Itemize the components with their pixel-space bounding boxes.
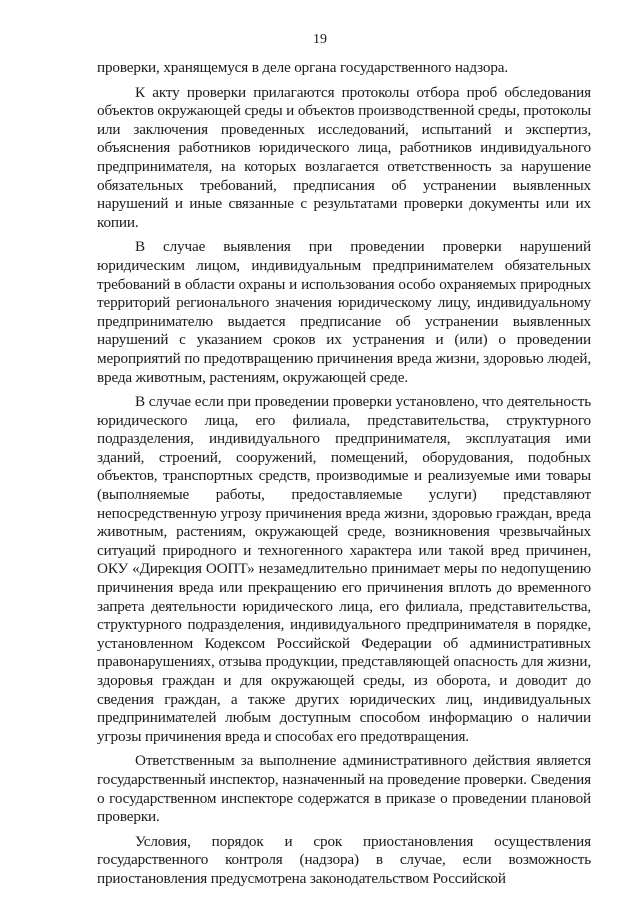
paragraph-continuation: проверки, хранящемуся в деле органа государственного надзора. bbox=[97, 59, 509, 76]
paragraph-suspension-conditions: Условия, порядок и срок приостановления осуществления государственного контроля (надзора) в случае, если возможность приостановления предусмотрена законодательством Российской bbox=[97, 832, 591, 887]
paragraph-immediate-threat: В случае если при проведении проверки установлено, что деятельность юридического лица, его филиала, представительства, структурного подразделения, индивидуального предпринимателя, эксплуатация ими зданий, строений, сооружений, помещений, оборудования, подобных объектов, транспортных средств, производимые и реализуемые ими товары (выполняемые работы, предоставляемые услуги) представляют непосредственную угрозу причинения вреда жизни, здоровью граждан, вреда животным, растениям, окружающей среде, возникновения чрезвычайных ситуаций природного и техногенного характера или такой вред причинен, ОКУ «Дирекция ООПТ» незамедлительно принимает меры по недопущению причинения вреда или прекращению его причинения вплоть до временного запрета деятельности юридического лица, его филиала, представительства, структурного подразделения, индивидуального предпринимателя в порядке, установленном Кодексом Российской Федерации об административных правонарушениях, отзыва продукции, представляющей опасность для жизни, здоровья граждан и для окружающей среды, из оборота, и доводит до сведения граждан, а также других юридических лиц, индивидуальных предпринимателей любым доступным способом информацию о наличии угрозы причинения вреда и способах его предотвращения. bbox=[97, 393, 591, 745]
paragraph-act-attachments: К акту проверки прилагаются протоколы отбора проб обследования объектов окружающей среды и объектов производственной среды, протоколы или заключения проведенных исследований, испытаний и экспертиз, объяснения работников юридического лица, работников индивидуального предпринимателя, на которых возлагается ответственность за нарушение обязательных требований, предписания об устранении выявленных нарушений и иные связанные с результатами проверки документы или их копии. bbox=[97, 83, 591, 231]
document-body bbox=[97, 59, 591, 895]
page-number: 19 bbox=[313, 32, 327, 47]
paragraph-responsible-inspector: Ответственным за выполнение административного действия является государственный инспектор, назначенный на проведение проверки. Сведения о государственном инспекторе содержатся в приказе о проведении плановой проверки. bbox=[97, 752, 591, 826]
paragraph-violations-order: В случае выявления при проведении проверки нарушений юридическим лицом, индивидуальным предпринимателем обязательных требований в области охраны и использования особо охраняемых природных территорий регионального значения юридическому лицу, индивидуальному предпринимателю выдается предписание об устранении выявленных нарушений с указанием сроков их устранения и (или) о проведении мероприятий по предотвращению причинения вреда жизни, здоровью людей, вреда животным, растениям, окружающей среде. bbox=[97, 238, 591, 386]
